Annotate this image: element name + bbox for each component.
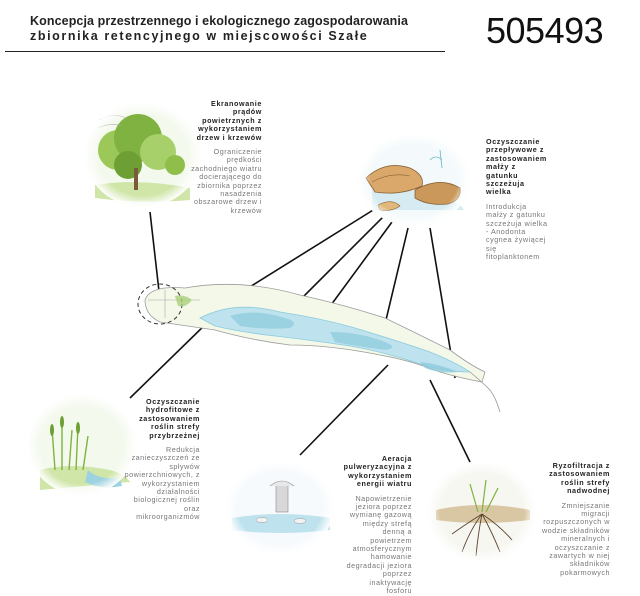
mussels-illustration — [358, 134, 470, 226]
block-aeration — [342, 455, 412, 596]
reservoir-map — [138, 284, 500, 412]
connector-b1 — [150, 212, 160, 300]
block-windbreak — [188, 100, 262, 215]
title-line-2: zbiornika retencyjnego w miejscowości Szałe — [30, 29, 369, 43]
hydrophytes-illustration — [28, 395, 136, 495]
block-rhizofiltration — [538, 462, 610, 577]
rhizofiltration-illustration — [428, 462, 536, 562]
title-line-1: Koncepcja przestrzennego i ekologicznego zagospodarowania — [30, 14, 408, 28]
block-windbreak-title: Ekranowanie prądów powietrznych z wykorzystaniem drzew i krzewów — [196, 99, 262, 142]
connector-b3 — [130, 320, 210, 398]
block-rhizofiltration-desc: Zmniejszanie migracji rozpuszczonych w wodzie składników mineralnych i oczyszczanie z zawartych w niej składników pokarmowych — [541, 500, 610, 577]
block-aeration-title: Aeracja pulweryzacyjna z wykorzystaniem energii wiatru — [343, 454, 412, 489]
connector-b4 — [300, 365, 388, 455]
block-hydrophytes — [124, 398, 200, 522]
windbreak-illustration — [85, 103, 201, 207]
project-code: 505493 — [486, 10, 604, 51]
block-aeration-desc: Napowietrzenie jeziora poprzez wymianę gazową między strefą denną a powietrzem atmosferycznym hamowanie degradacji jeziora poprzez inaktywację fosforu — [346, 493, 412, 596]
block-mussels — [486, 138, 548, 262]
block-mussels-title: Oczyszczanie przepływowe z zastosowaniem małży z gatunku szczeżuja wielka — [486, 137, 547, 197]
block-hydrophytes-desc: Redukcja zanieczyszczeń ze spływów powierzchniowych, z wykorzystaniem działalności biologicznej roślin oraz mikroorganizmów — [124, 445, 200, 522]
block-mussels-desc: Introdukcja małży z gatunku szczeżuja wielka - Anodonta cygnea żywiącej się fitoplanktonem — [486, 201, 548, 262]
block-windbreak-desc: Ograniczenie prędkości zachodniego wiatru docierającego do zbiornika poprzez nasadzenia obszarowe drzew i krzewów — [191, 147, 262, 215]
block-rhizofiltration-title: Ryzofiltracja z zastosowaniem roślin strefy nadwodnej — [549, 461, 610, 496]
aeration-illustration — [226, 462, 334, 554]
block-hydrophytes-title: Oczyszczanie hydrofitowe z zastosowaniem roślin strefy przybrzeżnej — [139, 397, 200, 440]
connector-b5 — [430, 380, 470, 462]
